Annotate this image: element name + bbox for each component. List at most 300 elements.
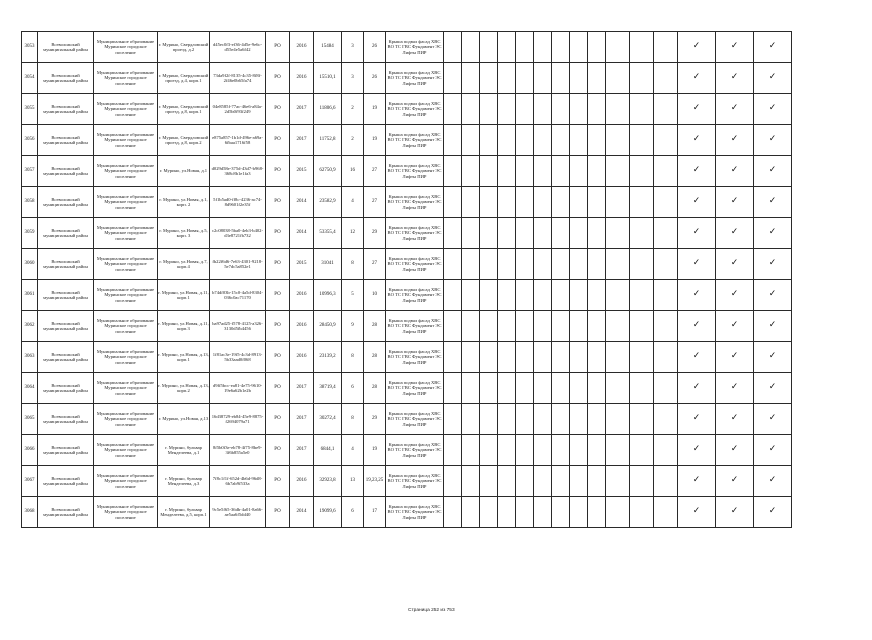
empty-cell <box>498 187 516 218</box>
check-mark-icon: ✓ <box>716 94 754 125</box>
check-mark-icon: ✓ <box>754 311 792 342</box>
empty-cell <box>498 249 516 280</box>
address-cell: г. Мурино, бульвар Менделеева, д.1 <box>158 435 210 466</box>
check-mark-icon: ✓ <box>716 435 754 466</box>
address-cell: г. Мурино, ул.Новая, д.7, корп.4 <box>158 249 210 280</box>
empty-cell <box>570 404 588 435</box>
fund-form-cell: РО <box>266 342 290 373</box>
table-row <box>22 373 792 404</box>
empty-cell <box>534 32 552 63</box>
empty-cell <box>630 311 654 342</box>
empty-cell <box>606 497 630 528</box>
settlement-cell: Муниципальное образование Муринское городское поселение <box>94 187 158 218</box>
year-cell: 2017 <box>290 373 314 404</box>
apartments-cell: 27 <box>364 249 386 280</box>
area-cell: 38719,4 <box>314 373 342 404</box>
empty-cell <box>516 404 534 435</box>
check-mark-icon: ✓ <box>716 249 754 280</box>
district-cell: Всеволожский муниципальный район <box>38 187 94 218</box>
fund-form-cell: РО <box>266 63 290 94</box>
area-cell: 32923,8 <box>314 466 342 497</box>
check-mark-icon: ✓ <box>678 466 716 497</box>
area-cell: 53355,4 <box>314 218 342 249</box>
empty-cell <box>588 497 606 528</box>
empty-cell <box>552 32 570 63</box>
empty-cell <box>480 435 498 466</box>
empty-cell <box>480 218 498 249</box>
fund-form-cell: РО <box>266 125 290 156</box>
empty-cell <box>444 94 462 125</box>
empty-cell <box>498 435 516 466</box>
empty-cell <box>480 497 498 528</box>
apartments-cell: 29 <box>364 218 386 249</box>
settlement-cell: Муниципальное образование Муринское городское поселение <box>94 373 158 404</box>
empty-cell <box>654 156 678 187</box>
housing-register-table <box>21 31 792 528</box>
table-row <box>22 466 792 497</box>
settlement-cell: Муниципальное образование Муринское городское поселение <box>94 280 158 311</box>
empty-cell <box>534 373 552 404</box>
year-cell: 2016 <box>290 466 314 497</box>
fund-form-cell: РО <box>266 94 290 125</box>
floors-cell: 3 <box>342 63 364 94</box>
row-number: 3066 <box>22 435 38 466</box>
empty-cell <box>630 373 654 404</box>
floors-cell: 9 <box>342 311 364 342</box>
year-cell: 2014 <box>290 218 314 249</box>
empty-cell <box>444 373 462 404</box>
empty-cell <box>588 63 606 94</box>
table-row <box>22 187 792 218</box>
row-number: 3061 <box>22 280 38 311</box>
empty-cell <box>588 311 606 342</box>
year-cell: 2014 <box>290 497 314 528</box>
check-mark-icon: ✓ <box>678 218 716 249</box>
empty-cell <box>462 497 480 528</box>
empty-cell <box>462 63 480 94</box>
address-cell: г. Мурино, ул.Новая, д.13, корп.1 <box>158 342 210 373</box>
year-cell: 2017 <box>290 404 314 435</box>
empty-cell <box>588 125 606 156</box>
apartments-cell: 10 <box>364 280 386 311</box>
empty-cell <box>570 94 588 125</box>
district-cell: Всеволожский муниципальный район <box>38 342 94 373</box>
empty-cell <box>606 125 630 156</box>
floors-cell: 16 <box>342 156 364 187</box>
guid-cell: 73da9f2f-8135-4c35-8f8f-2f46e0b65fa74 <box>210 63 266 94</box>
empty-cell <box>480 125 498 156</box>
empty-cell <box>552 280 570 311</box>
empty-cell <box>654 435 678 466</box>
table-row <box>22 435 792 466</box>
floors-cell: 8 <box>342 342 364 373</box>
works-cell: Крыша подвал фасад ХВС ВО ТС ГВС Фундамент ЭС Лифты ПИР <box>386 311 444 342</box>
empty-cell <box>654 466 678 497</box>
works-cell: Крыша подвал фасад ХВС ВО ТС ГВС Фундамент ЭС Лифты ПИР <box>386 249 444 280</box>
empty-cell <box>516 218 534 249</box>
empty-cell <box>606 187 630 218</box>
guid-cell: 8f5b0f3e-eb78-4f75-8be9-3f6b855a5e0 <box>210 435 266 466</box>
empty-cell <box>462 218 480 249</box>
guid-cell: 1f81ac3e-19f5-4c3d-8913-5b33aad0f068 <box>210 342 266 373</box>
check-mark-icon: ✓ <box>716 497 754 528</box>
empty-cell <box>480 404 498 435</box>
empty-cell <box>654 249 678 280</box>
district-cell: Всеволожский муниципальный район <box>38 466 94 497</box>
settlement-cell: Муниципальное образование Муринское городское поселение <box>94 311 158 342</box>
row-number: 3062 <box>22 311 38 342</box>
empty-cell <box>630 466 654 497</box>
row-number: 3067 <box>22 466 38 497</box>
empty-cell <box>516 497 534 528</box>
empty-cell <box>588 466 606 497</box>
empty-cell <box>516 373 534 404</box>
works-cell: Крыша подвал фасад ХВС ВО ТС ГВС Фундамент ЭС Лифты ПИР <box>386 466 444 497</box>
guid-cell: 16d38729-eb84-45e9-8875-f2694079a71 <box>210 404 266 435</box>
empty-cell <box>534 249 552 280</box>
settlement-cell: Муниципальное образование Муринское городское поселение <box>94 63 158 94</box>
settlement-cell: Муниципальное образование Муринское городское поселение <box>94 218 158 249</box>
fund-form-cell: РО <box>266 435 290 466</box>
address-cell: г. Мурино, ул.Новая, д.11, корп.1 <box>158 280 210 311</box>
empty-cell <box>570 280 588 311</box>
check-mark-icon: ✓ <box>678 94 716 125</box>
row-number: 3063 <box>22 342 38 373</box>
empty-cell <box>606 32 630 63</box>
empty-cell <box>516 342 534 373</box>
address-cell: г. Мурино, Свердловский проезд, д.8, корп.2 <box>158 125 210 156</box>
empty-cell <box>516 63 534 94</box>
floors-cell: 2 <box>342 125 364 156</box>
empty-cell <box>516 32 534 63</box>
empty-cell <box>588 249 606 280</box>
check-mark-icon: ✓ <box>754 187 792 218</box>
check-mark-icon: ✓ <box>754 497 792 528</box>
apartments-cell: 26 <box>364 32 386 63</box>
row-number: 3060 <box>22 249 38 280</box>
works-cell: Крыша подвал фасад ХВС ВО ТС ГВС Фундамент ЭС Лифты ПИР <box>386 125 444 156</box>
empty-cell <box>570 156 588 187</box>
empty-cell <box>462 156 480 187</box>
check-mark-icon: ✓ <box>754 156 792 187</box>
empty-cell <box>570 466 588 497</box>
check-mark-icon: ✓ <box>678 32 716 63</box>
address-cell: г. Мурино, ул.Новая, д.11, корп.3 <box>158 311 210 342</box>
apartments-cell: 29 <box>364 404 386 435</box>
empty-cell <box>630 435 654 466</box>
empty-cell <box>516 435 534 466</box>
empty-cell <box>534 94 552 125</box>
settlement-cell: Муниципальное образование Муринское городское поселение <box>94 125 158 156</box>
empty-cell <box>552 63 570 94</box>
table-row <box>22 404 792 435</box>
empty-cell <box>516 249 534 280</box>
works-cell: Крыша подвал фасад ХВС ВО ТС ГВС Фундамент ЭС Лифты ПИР <box>386 94 444 125</box>
apartments-cell: 27 <box>364 156 386 187</box>
area-cell: 62750,9 <box>314 156 342 187</box>
empty-cell <box>606 404 630 435</box>
empty-cell <box>480 466 498 497</box>
works-cell: Крыша подвал фасад ХВС ВО ТС ГВС Фундамент ЭС Лифты ПИР <box>386 342 444 373</box>
fund-form-cell: РО <box>266 404 290 435</box>
apartments-cell: 19 <box>364 435 386 466</box>
year-cell: 2015 <box>290 156 314 187</box>
year-cell: 2016 <box>290 63 314 94</box>
empty-cell <box>552 125 570 156</box>
empty-cell <box>498 280 516 311</box>
empty-cell <box>552 249 570 280</box>
empty-cell <box>570 32 588 63</box>
empty-cell <box>498 156 516 187</box>
floors-cell: 3 <box>342 32 364 63</box>
year-cell: 2017 <box>290 435 314 466</box>
check-mark-icon: ✓ <box>754 32 792 63</box>
district-cell: Всеволожский муниципальный район <box>38 280 94 311</box>
district-cell: Всеволожский муниципальный район <box>38 435 94 466</box>
empty-cell <box>462 373 480 404</box>
empty-cell <box>570 497 588 528</box>
check-mark-icon: ✓ <box>716 32 754 63</box>
empty-cell <box>462 280 480 311</box>
row-number: 3065 <box>22 404 38 435</box>
check-mark-icon: ✓ <box>678 404 716 435</box>
empty-cell <box>498 404 516 435</box>
check-mark-icon: ✓ <box>678 342 716 373</box>
floors-cell: 12 <box>342 218 364 249</box>
empty-cell <box>480 311 498 342</box>
fund-form-cell: РО <box>266 497 290 528</box>
empty-cell <box>498 94 516 125</box>
floors-cell: 6 <box>342 373 364 404</box>
year-cell: 2016 <box>290 32 314 63</box>
empty-cell <box>534 342 552 373</box>
floors-cell: 4 <box>342 187 364 218</box>
settlement-cell: Муниципальное образование Муринское городское поселение <box>94 156 158 187</box>
check-mark-icon: ✓ <box>678 249 716 280</box>
check-mark-icon: ✓ <box>754 218 792 249</box>
check-mark-icon: ✓ <box>678 280 716 311</box>
check-mark-icon: ✓ <box>754 94 792 125</box>
empty-cell <box>630 63 654 94</box>
settlement-cell: Муниципальное образование Муринское городское поселение <box>94 435 158 466</box>
check-mark-icon: ✓ <box>754 435 792 466</box>
works-cell: Крыша подвал фасад ХВС ВО ТС ГВС Фундамент ЭС Лифты ПИР <box>386 497 444 528</box>
year-cell: 2016 <box>290 280 314 311</box>
empty-cell <box>498 466 516 497</box>
check-mark-icon: ✓ <box>678 435 716 466</box>
empty-cell <box>516 187 534 218</box>
apartments-cell: 19 <box>364 94 386 125</box>
row-number: 3068 <box>22 497 38 528</box>
empty-cell <box>480 94 498 125</box>
empty-cell <box>606 342 630 373</box>
empty-cell <box>498 497 516 528</box>
empty-cell <box>630 156 654 187</box>
guid-cell: d45ec0f3-ef36-4d5e-9e6c-d55e4e5a6f42 <box>210 32 266 63</box>
district-cell: Всеволожский муниципальный район <box>38 94 94 125</box>
check-mark-icon: ✓ <box>716 466 754 497</box>
settlement-cell: Муниципальное образование Муринское городское поселение <box>94 466 158 497</box>
area-cell: 23139,2 <box>314 342 342 373</box>
empty-cell <box>480 280 498 311</box>
area-cell: 31041 <box>314 249 342 280</box>
year-cell: 2017 <box>290 94 314 125</box>
empty-cell <box>606 311 630 342</box>
empty-cell <box>654 94 678 125</box>
area-cell: 6844,1 <box>314 435 342 466</box>
fund-form-cell: РО <box>266 218 290 249</box>
empty-cell <box>498 32 516 63</box>
empty-cell <box>630 280 654 311</box>
check-mark-icon: ✓ <box>754 373 792 404</box>
empty-cell <box>630 94 654 125</box>
empty-cell <box>630 125 654 156</box>
row-number: 3054 <box>22 63 38 94</box>
settlement-cell: Муниципальное образование Муринское городское поселение <box>94 249 158 280</box>
check-mark-icon: ✓ <box>754 125 792 156</box>
empty-cell <box>444 63 462 94</box>
empty-cell <box>588 342 606 373</box>
empty-cell <box>654 218 678 249</box>
row-number: 3058 <box>22 187 38 218</box>
empty-cell <box>588 156 606 187</box>
works-cell: Крыша подвал фасад ХВС ВО ТС ГВС Фундамент ЭС Лифты ПИР <box>386 187 444 218</box>
guid-cell: 7f8c1f1f-652d-4b6d-96d8-6b7ab9f533a <box>210 466 266 497</box>
table-row <box>22 32 792 63</box>
year-cell: 2016 <box>290 342 314 373</box>
empty-cell <box>534 63 552 94</box>
empty-cell <box>588 187 606 218</box>
check-mark-icon: ✓ <box>716 404 754 435</box>
works-cell: Крыша подвал фасад ХВС ВО ТС ГВС Фундамент ЭС Лифты ПИР <box>386 218 444 249</box>
empty-cell <box>516 311 534 342</box>
floors-cell: 13 <box>342 466 364 497</box>
apartments-cell: 19,23,25 <box>364 466 386 497</box>
empty-cell <box>462 342 480 373</box>
empty-cell <box>480 187 498 218</box>
empty-cell <box>654 32 678 63</box>
check-mark-icon: ✓ <box>678 156 716 187</box>
empty-cell <box>516 280 534 311</box>
empty-cell <box>552 187 570 218</box>
floors-cell: 5 <box>342 280 364 311</box>
district-cell: Всеволожский муниципальный район <box>38 497 94 528</box>
empty-cell <box>516 125 534 156</box>
empty-cell <box>444 187 462 218</box>
empty-cell <box>462 404 480 435</box>
district-cell: Всеволожский муниципальный район <box>38 32 94 63</box>
district-cell: Всеволожский муниципальный район <box>38 63 94 94</box>
empty-cell <box>588 218 606 249</box>
empty-cell <box>462 187 480 218</box>
empty-cell <box>534 497 552 528</box>
area-cell: 10996,3 <box>314 280 342 311</box>
table-row <box>22 94 792 125</box>
table-row <box>22 63 792 94</box>
floors-cell: 2 <box>342 94 364 125</box>
empty-cell <box>606 466 630 497</box>
floors-cell: 6 <box>342 497 364 528</box>
empty-cell <box>498 218 516 249</box>
empty-cell <box>480 373 498 404</box>
check-mark-icon: ✓ <box>678 125 716 156</box>
address-cell: г. Мурино, Свердловский проезд, д.8, корп.1 <box>158 94 210 125</box>
works-cell: Крыша подвал фасад ХВС ВО ТС ГВС Фундамент ЭС Лифты ПИР <box>386 156 444 187</box>
empty-cell <box>516 94 534 125</box>
year-cell: 2014 <box>290 187 314 218</box>
works-cell: Крыша подвал фасад ХВС ВО ТС ГВС Фундамент ЭС Лифты ПИР <box>386 404 444 435</box>
empty-cell <box>570 125 588 156</box>
empty-cell <box>630 218 654 249</box>
apartments-cell: 28 <box>364 311 386 342</box>
row-number: 3055 <box>22 94 38 125</box>
empty-cell <box>498 63 516 94</box>
empty-cell <box>570 63 588 94</box>
empty-cell <box>654 187 678 218</box>
area-cell: 30272,4 <box>314 404 342 435</box>
table-row <box>22 125 792 156</box>
empty-cell <box>534 156 552 187</box>
empty-cell <box>444 280 462 311</box>
empty-cell <box>444 218 462 249</box>
fund-form-cell: РО <box>266 187 290 218</box>
empty-cell <box>480 249 498 280</box>
table-row <box>22 156 792 187</box>
empty-cell <box>606 435 630 466</box>
apartments-cell: 28 <box>364 373 386 404</box>
empty-cell <box>630 342 654 373</box>
empty-cell <box>444 497 462 528</box>
row-number: 3057 <box>22 156 38 187</box>
empty-cell <box>480 156 498 187</box>
table-row <box>22 218 792 249</box>
empty-cell <box>552 404 570 435</box>
settlement-cell: Муниципальное образование Муринское городское поселение <box>94 342 158 373</box>
table-row <box>22 311 792 342</box>
empty-cell <box>654 311 678 342</box>
empty-cell <box>534 218 552 249</box>
empty-cell <box>570 435 588 466</box>
guid-cell: ba97ad25-f578-4125-a326-3130d5fb4456 <box>210 311 266 342</box>
empty-cell <box>654 125 678 156</box>
works-cell: Крыша подвал фасад ХВС ВО ТС ГВС Фундамент ЭС Лифты ПИР <box>386 435 444 466</box>
row-number: 3056 <box>22 125 38 156</box>
empty-cell <box>534 404 552 435</box>
check-mark-icon: ✓ <box>716 218 754 249</box>
empty-cell <box>588 373 606 404</box>
empty-cell <box>444 125 462 156</box>
empty-cell <box>588 280 606 311</box>
works-cell: Крыша подвал фасад ХВС ВО ТС ГВС Фундамент ЭС Лифты ПИР <box>386 373 444 404</box>
year-cell: 2016 <box>290 311 314 342</box>
fund-form-cell: РО <box>266 311 290 342</box>
check-mark-icon: ✓ <box>754 249 792 280</box>
apartments-cell: 17 <box>364 497 386 528</box>
empty-cell <box>570 342 588 373</box>
empty-cell <box>498 125 516 156</box>
check-mark-icon: ✓ <box>754 280 792 311</box>
year-cell: 2015 <box>290 249 314 280</box>
empty-cell <box>570 218 588 249</box>
address-cell: г. Мурино, ул.Новая, д.1, корп. 2 <box>158 187 210 218</box>
empty-cell <box>552 94 570 125</box>
empty-cell <box>462 94 480 125</box>
empty-cell <box>552 218 570 249</box>
table-row <box>22 280 792 311</box>
guid-cell: d9ff5bcc-ea81-4e75-9610-19e6a62b1e2b <box>210 373 266 404</box>
empty-cell <box>552 156 570 187</box>
address-cell: г. Мурино, ул.Новая, д.1 <box>158 156 210 187</box>
